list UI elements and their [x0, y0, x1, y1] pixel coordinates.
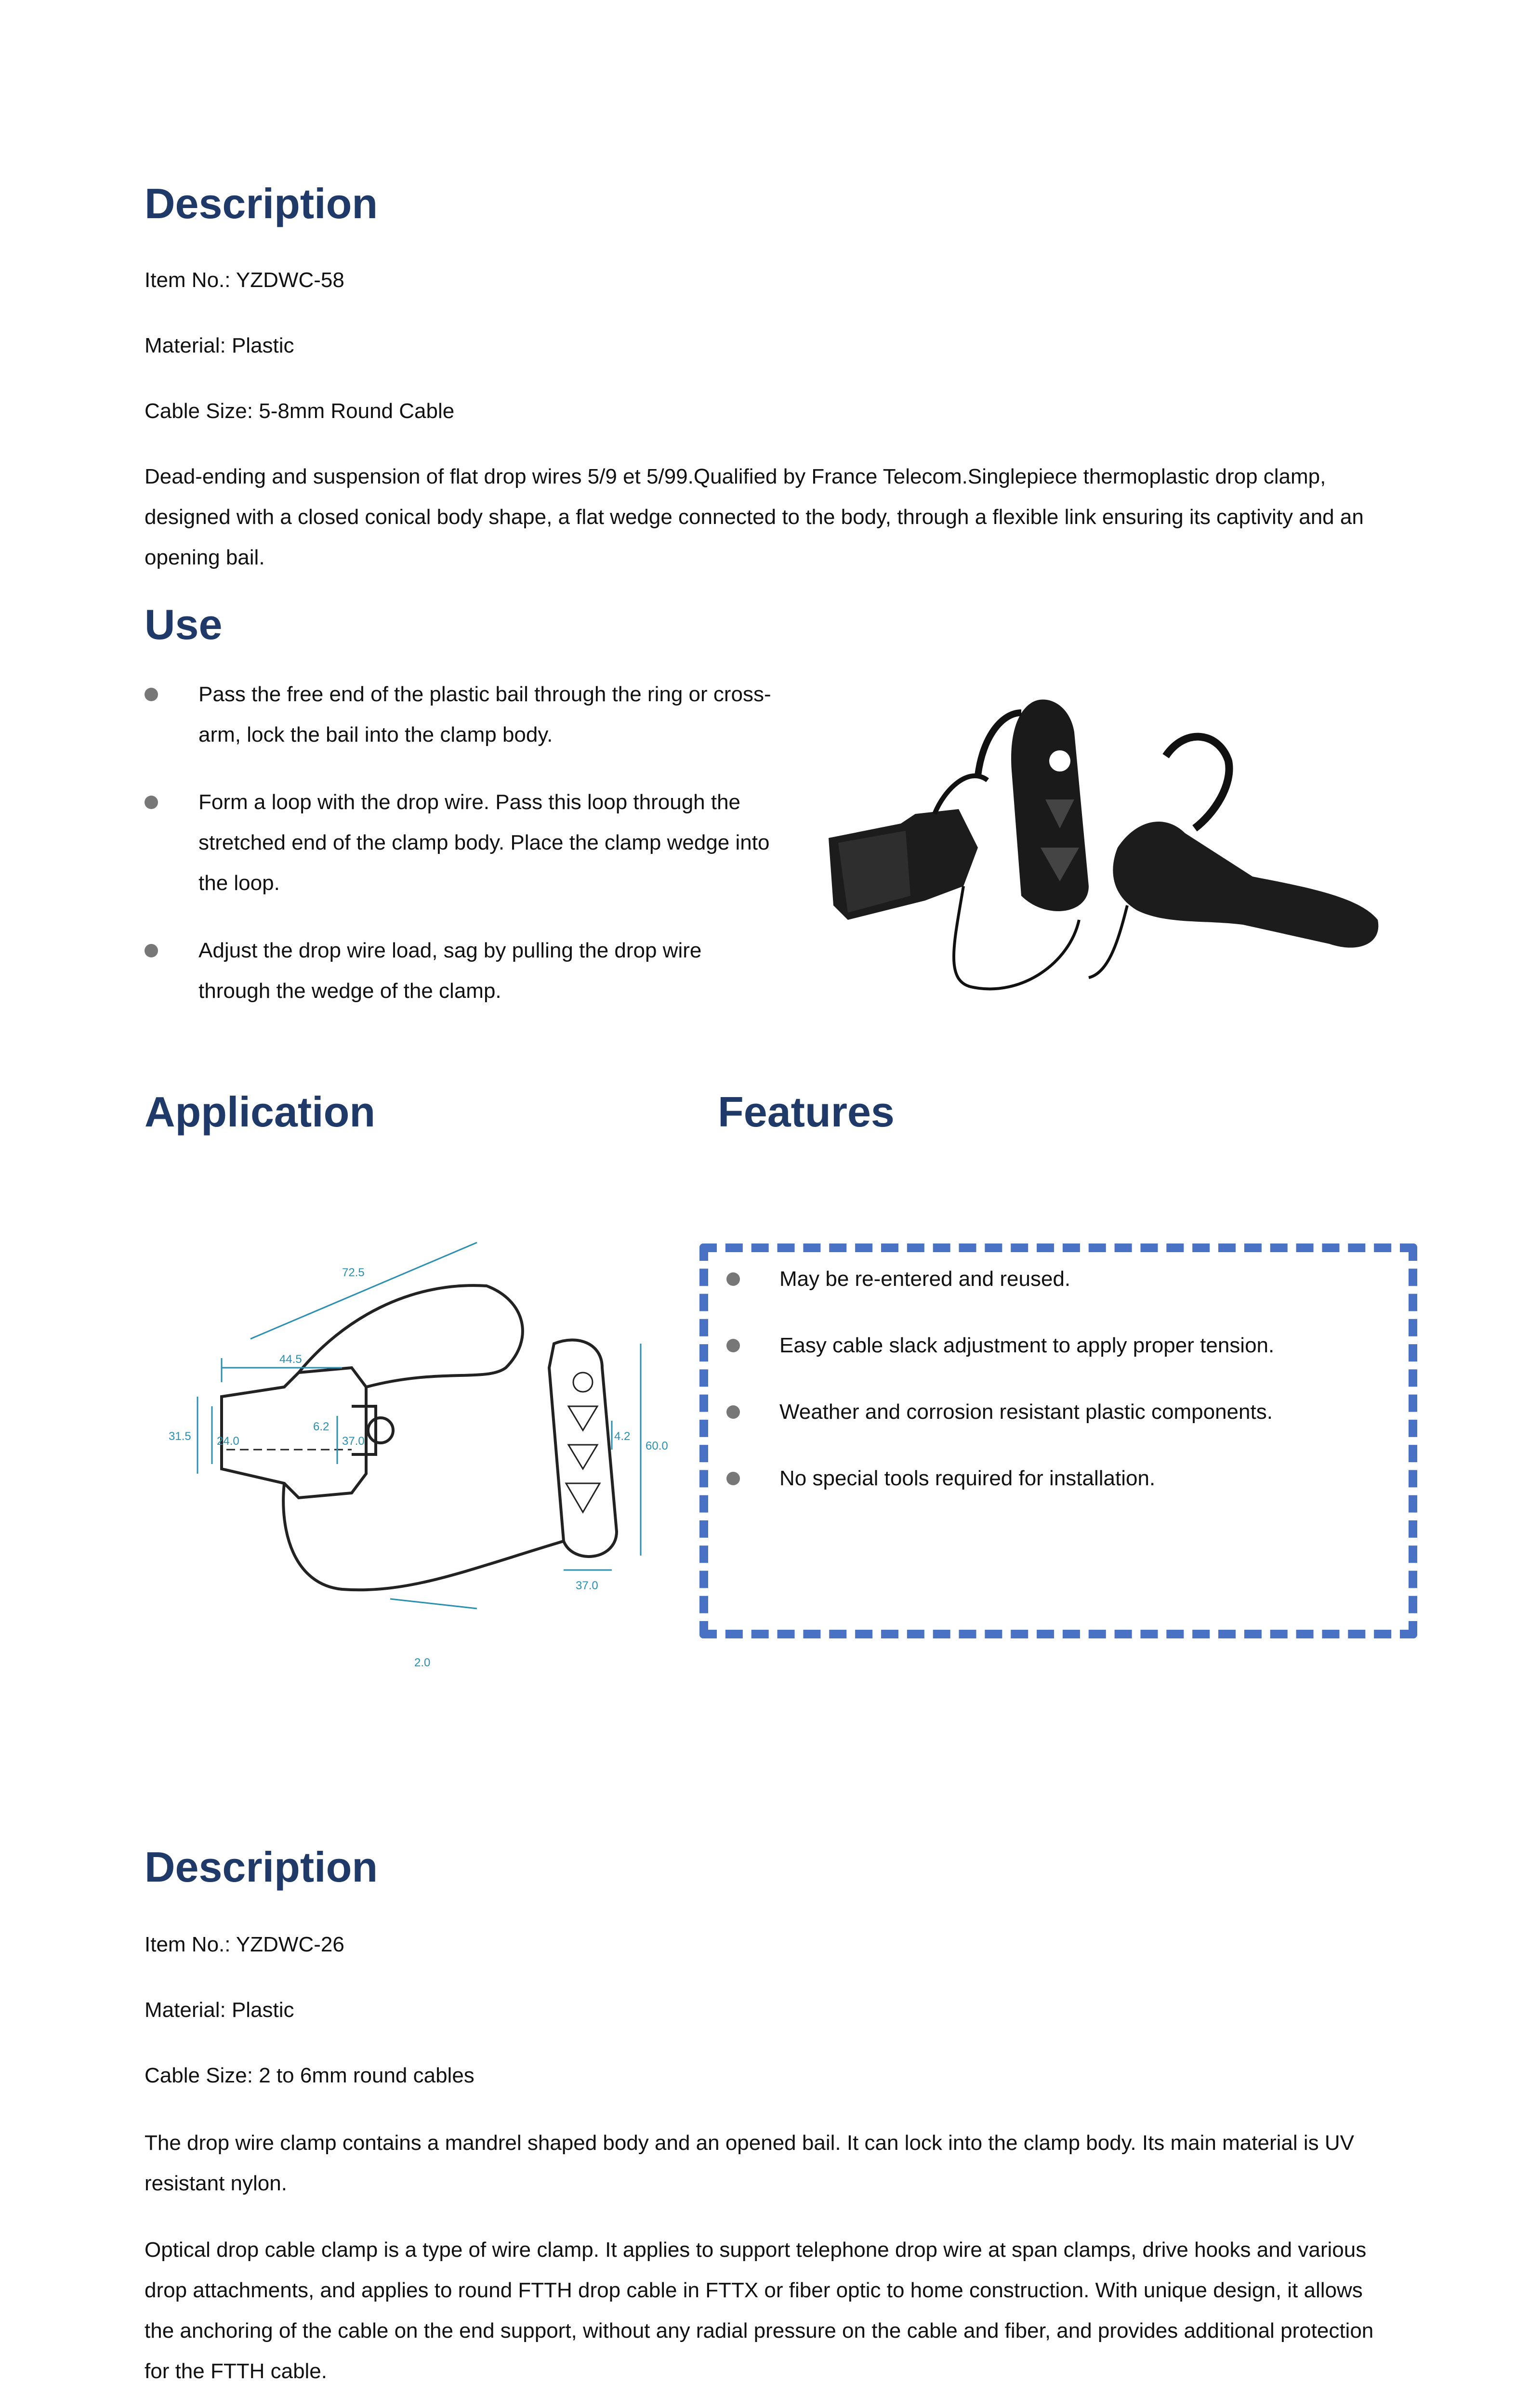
- list-item: Adjust the drop wire load, sag by pulling the drop wire through the wedge of the clamp.: [198, 939, 702, 1003]
- list-item: Pass the free end of the plastic bail through the ring or cross-arm, lock the bail into the clamp body.: [198, 682, 771, 746]
- dimension-label: 44.5: [279, 1353, 302, 1366]
- feature-text: Weather and corrosion resistant plastic components.: [779, 1400, 1273, 1424]
- bullet: [145, 688, 158, 701]
- dimension-label: 60.0: [646, 1440, 668, 1453]
- feature-item: [779, 1458, 1155, 1499]
- bullet: [726, 1472, 740, 1485]
- item-number: Item No.: YZDWC-26: [145, 1933, 344, 1956]
- bullet: [145, 796, 158, 809]
- description-paragraph: Optical drop cable clamp is a type of wire clamp. It applies to support telephone drop wire at span clamps, drive hooks and various drop attachments, and applies to round FTTH drop cable in FTTX or fiber optic to home construction. With unique design, it allows the anchoring of the cable on the end support, without any radial pressure on the cable and fiber, and provides additional protection for the FTTH cable.: [145, 2238, 1374, 2383]
- dimension-label: 31.5: [169, 1430, 191, 1443]
- description-heading: Description: [145, 1843, 378, 1891]
- bullet: [726, 1339, 740, 1352]
- bullet: [726, 1272, 740, 1286]
- features-box: [699, 1243, 1417, 1638]
- list-item: Form a loop with the drop wire. Pass this loop through the stretched end of the clamp body. Place the clamp wedge into the loop.: [198, 790, 770, 895]
- description-paragraph: Dead-ending and suspension of flat drop wires 5/9 et 5/99.Qualified by France Telecom.Singlepiece thermoplastic drop clamp, designed with a closed conical body shape, a flat wedge connected to the body, through a flexible link ensuring its captivity and an opening bail.: [145, 465, 1364, 569]
- dimension-label: 72.5: [342, 1266, 365, 1279]
- material: Material: Plastic: [145, 1998, 294, 2022]
- use-heading: Use: [145, 601, 223, 648]
- cable-size: Cable Size: 5-8mm Round Cable: [145, 399, 455, 423]
- description-paragraph: The drop wire clamp contains a mandrel shaped body and an opened bail. It can lock into the clamp body. Its main material is UV resistant nylon.: [145, 2131, 1354, 2195]
- dimension-label: 37.0: [576, 1579, 598, 1592]
- application-heading: Application: [145, 1088, 376, 1136]
- feature-text: May be re-entered and reused.: [779, 1267, 1071, 1291]
- feature-item: [779, 1392, 1273, 1432]
- drop-clamp-photo: [819, 694, 1397, 1002]
- feature-item: [779, 1259, 1070, 1299]
- bullet: [726, 1405, 740, 1419]
- dimension-label: 37.0: [342, 1435, 365, 1448]
- dimension-label: 2.0: [414, 1656, 431, 1669]
- description-heading: Description: [145, 180, 378, 227]
- material: Material: Plastic: [145, 334, 294, 357]
- cable-size: Cable Size: 2 to 6mm round cables: [145, 2064, 475, 2087]
- feature-text: No special tools required for installation.: [779, 1466, 1156, 1490]
- technical-drawing: [140, 1223, 679, 1676]
- dimension-label: 4.2: [614, 1430, 631, 1443]
- feature-item: [779, 1325, 1274, 1366]
- dimension-label: 24.0: [217, 1435, 239, 1448]
- feature-text: Easy cable slack adjustment to apply proper tension.: [779, 1334, 1275, 1357]
- bullet: [145, 944, 158, 957]
- dimension-label: 6.2: [313, 1420, 330, 1433]
- item-number: Item No.: YZDWC-58: [145, 268, 344, 292]
- features-heading: Features: [718, 1088, 895, 1136]
